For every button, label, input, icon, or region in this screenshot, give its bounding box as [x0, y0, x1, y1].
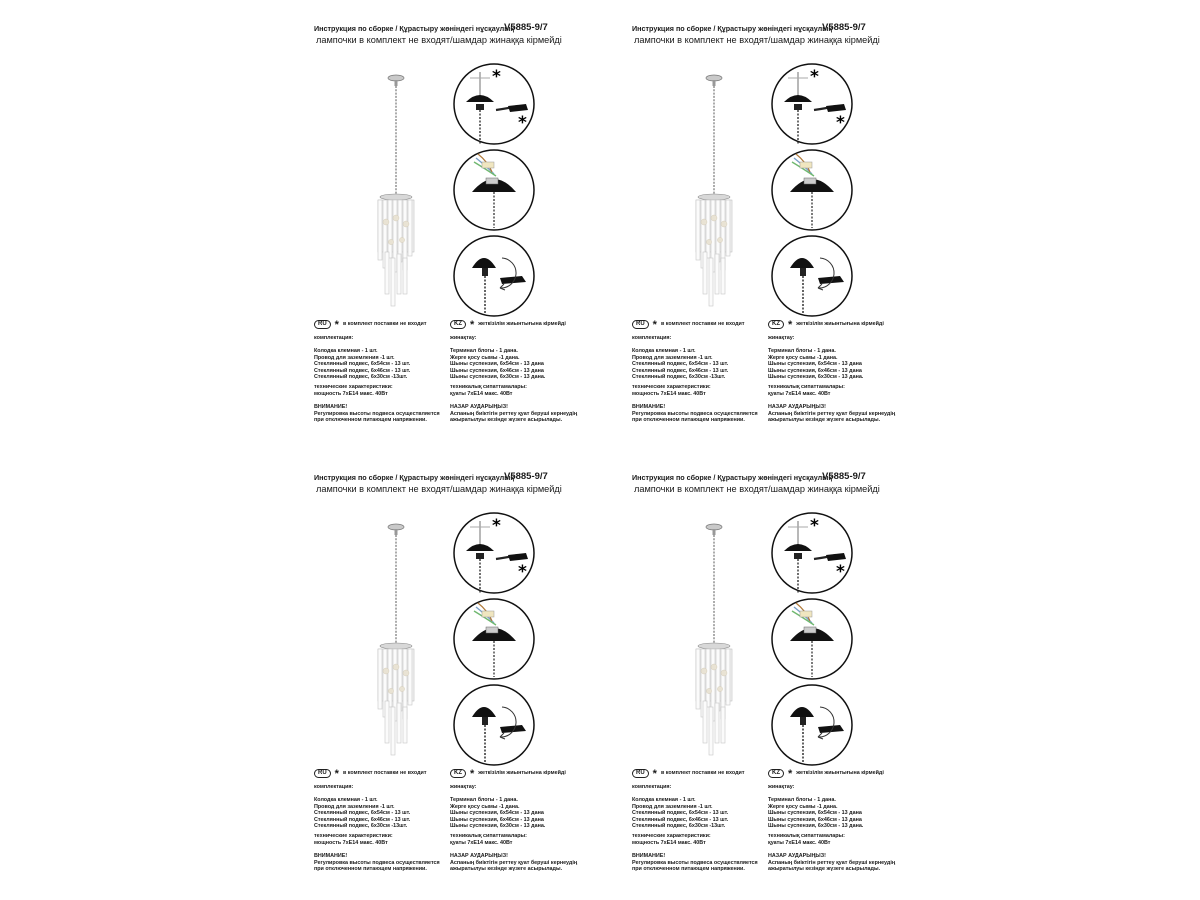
bulbs-note: лампочки в комплект не входят/шамдар жинаққа кірмейді: [316, 35, 562, 45]
warning-text: Регулировка высоты подвеса осуществляется: [314, 859, 440, 866]
kit-item: Шыны суспензия, 6х30см - 13 дана.: [768, 374, 864, 381]
lang-badge-kz: KZ: [768, 320, 784, 329]
wiring-detail-icon: [772, 150, 852, 230]
kit-item: Провод для заземления -1 шт.: [632, 354, 713, 361]
kit-item: Шыны суспензия, 6х30см - 13 дана.: [450, 823, 546, 830]
excluded-note: жеткізілім жиынтығына кірмейді: [796, 770, 884, 777]
kit-item: Стеклянный подвес, 6х54см - 13 шт.: [314, 361, 411, 368]
svg-text:*: *: [518, 562, 527, 582]
canopy-detail-icon: [772, 64, 852, 144]
warning-heading: ВНИМАНИЕ!: [632, 404, 666, 411]
kazakh-text-block: [450, 320, 600, 423]
bulbs-note: лампочки в комплект не входят/шамдар жинаққа кірмейді: [634, 484, 880, 494]
kit-heading: комплектация:: [314, 784, 354, 790]
russian-text-block: [632, 769, 764, 872]
wiring-detail-icon: [454, 150, 534, 230]
kazakh-text-block: [768, 320, 918, 423]
kit-item: Стеклянный подвес, 6х46см - 13 шт.: [632, 816, 729, 823]
assembly-steps: [452, 62, 558, 322]
warning-text: Аспаның биіктігін реттеу қуат беруші кернеудің: [450, 410, 578, 417]
kit-heading: жинақтау:: [450, 784, 477, 790]
warning-heading: НАЗАР АУДАРЫҢЫЗ!: [768, 404, 826, 411]
kit-item: Шыны суспензия, 6х46см - 13 дана: [768, 816, 862, 823]
russian-text-block: [314, 320, 446, 423]
svg-text:*: *: [836, 562, 845, 582]
warning-heading: НАЗАР АУДАРЫҢЫЗ!: [450, 404, 508, 411]
kit-item: Жерге қосу сымы -1 дана.: [768, 803, 838, 810]
warning-text: при отключенном питающем напряжении.: [632, 866, 745, 873]
instruction-sheet: [314, 473, 614, 893]
kit-item: Жерге қосу сымы -1 дана.: [768, 354, 838, 361]
kit-item: Шыны суспензия, 6х54см - 13 дана: [450, 361, 544, 368]
svg-text:*: *: [492, 516, 501, 536]
kit-heading: комплектация:: [632, 335, 672, 341]
spec-heading: технические характеристики:: [314, 384, 393, 391]
warning-text: Регулировка высоты подвеса осуществляется: [632, 859, 758, 866]
warning-heading: НАЗАР АУДАРЫҢЫЗ!: [768, 853, 826, 860]
canopy-detail-icon: [454, 64, 534, 144]
kit-item: Стеклянный подвес, 6х46см - 13 шт.: [632, 367, 729, 374]
kit-item: Шыны суспензия, 6х46см - 13 дана: [450, 816, 544, 823]
spec-value: қуаты 7хЕ14 макс. 40Вт: [450, 390, 513, 397]
asterisk-icon: *: [788, 318, 793, 331]
kit-item: Колодка клемная - 1 шт.: [632, 348, 696, 355]
wiring-detail-icon: [772, 599, 852, 679]
sheet-header: [314, 473, 614, 503]
spec-value: қуаты 7хЕ14 макс. 40Вт: [450, 839, 513, 846]
assembly-steps: [770, 62, 876, 322]
lang-badge-ru: RU: [632, 320, 649, 329]
screw-rotation-icon: [772, 236, 852, 316]
warning-text: Регулировка высоты подвеса осуществляется: [632, 410, 758, 417]
sheet-title: Инструкция по сборке / Құрастыру жөніндегі нұсқаулық: [314, 473, 514, 482]
kit-item: Шыны суспензия, 6х30см - 13 дана.: [450, 374, 546, 381]
model-number: V5885-9/7: [504, 22, 548, 33]
instruction-sheet: [314, 24, 614, 444]
warning-text: ажыратылуы кезінде жүзеге асырылады.: [450, 866, 563, 873]
russian-text-block: [632, 320, 764, 423]
spec-heading: технические характеристики:: [632, 833, 711, 840]
lang-badge-ru: RU: [314, 769, 331, 778]
kit-item: Терминал блогы - 1 дана.: [450, 797, 518, 804]
kit-item: Колодка клемная - 1 шт.: [314, 348, 378, 355]
kit-item: Провод для заземления -1 шт.: [632, 803, 713, 810]
kit-item: Шыны суспензия, 6х30см - 13 дана.: [768, 823, 864, 830]
warning-heading: НАЗАР АУДАРЫҢЫЗ!: [450, 853, 508, 860]
warning-text: Регулировка высоты подвеса осуществляется: [314, 410, 440, 417]
lang-badge-ru: RU: [314, 320, 331, 329]
spec-heading: техникалық сипаттамалары:: [768, 833, 845, 840]
chandelier-illustration: [674, 521, 754, 761]
excluded-note: в комплект поставки не входит: [342, 770, 427, 777]
excluded-note: жеткізілім жиынтығына кірмейді: [478, 321, 566, 328]
svg-text:*: *: [810, 516, 819, 536]
chandelier-illustration: [356, 521, 436, 761]
warning-text: при отключенном питающем напряжении.: [314, 417, 427, 424]
lang-badge-ru: RU: [632, 769, 649, 778]
sheet-title: Инструкция по сборке / Құрастыру жөніндегі нұсқаулық: [314, 24, 514, 33]
kit-item: Стеклянный подвес, 6х30см -13шт.: [632, 374, 726, 381]
warning-text: ажыратылуы кезінде жүзеге асырылады.: [450, 417, 563, 424]
asterisk-icon: *: [470, 767, 475, 780]
spec-value: мощность 7хЕ14 макс. 40Вт: [314, 390, 388, 397]
svg-text:*: *: [492, 67, 501, 87]
kit-heading: жинақтау:: [768, 784, 795, 790]
warning-text: при отключенном питающем напряжении.: [632, 417, 745, 424]
kit-item: Терминал блогы - 1 дана.: [768, 348, 836, 355]
kit-item: Стеклянный подвес, 6х54см - 13 шт.: [632, 361, 729, 368]
asterisk-icon: *: [788, 767, 793, 780]
warning-text: Аспаның биіктігін реттеу қуат беруші кернеудің: [768, 859, 896, 866]
model-number: V5885-9/7: [822, 22, 866, 33]
asterisk-icon: *: [652, 767, 657, 780]
sheet-header: [632, 24, 932, 54]
kit-item: Колодка клемная - 1 шт.: [314, 797, 378, 804]
kit-item: Шыны суспензия, 6х54см - 13 дана: [768, 810, 862, 817]
spec-value: қуаты 7хЕ14 макс. 40Вт: [768, 839, 831, 846]
screw-rotation-icon: [772, 685, 852, 765]
kit-item: Стеклянный подвес, 6х46см - 13 шт.: [314, 367, 411, 374]
kit-heading: жинақтау:: [450, 335, 477, 341]
warning-text: Аспаның биіктігін реттеу қуат беруші кернеудің: [450, 859, 578, 866]
screw-rotation-icon: [454, 236, 534, 316]
spec-heading: техникалық сипаттамалары:: [450, 384, 527, 391]
warning-text: при отключенном питающем напряжении.: [314, 866, 427, 873]
excluded-note: жеткізілім жиынтығына кірмейді: [796, 321, 884, 328]
svg-text:*: *: [810, 67, 819, 87]
excluded-note: жеткізілім жиынтығына кірмейді: [478, 770, 566, 777]
sheet-title: Инструкция по сборке / Құрастыру жөніндегі нұсқаулық: [632, 24, 832, 33]
model-number: V5885-9/7: [504, 471, 548, 482]
bulbs-note: лампочки в комплект не входят/шамдар жинаққа кірмейді: [634, 35, 880, 45]
kit-item: Шыны суспензия, 6х46см - 13 дана: [768, 367, 862, 374]
kit-item: Стеклянный подвес, 6х30см -13шт.: [314, 823, 408, 830]
spec-value: мощность 7хЕ14 макс. 40Вт: [314, 839, 388, 846]
asterisk-icon: *: [334, 767, 339, 780]
kit-item: Жерге қосу сымы -1 дана.: [450, 354, 520, 361]
asterisk-icon: *: [334, 318, 339, 331]
kit-heading: комплектация:: [632, 784, 672, 790]
kit-item: Шыны суспензия, 6х54см - 13 дана: [768, 361, 862, 368]
warning-text: ажыратылуы кезінде жүзеге асырылады.: [768, 866, 881, 873]
canopy-detail-icon: [454, 513, 534, 593]
kit-heading: комплектация:: [314, 335, 354, 341]
kit-item: Стеклянный подвес, 6х46см - 13 шт.: [314, 816, 411, 823]
kit-item: Стеклянный подвес, 6х30см -13шт.: [314, 374, 408, 381]
warning-text: ажыратылуы кезінде жүзеге асырылады.: [768, 417, 881, 424]
bulbs-note: лампочки в комплект не входят/шамдар жинаққа кірмейді: [316, 484, 562, 494]
kit-item: Провод для заземления -1 шт.: [314, 354, 395, 361]
sheet-header: [314, 24, 614, 54]
instruction-sheet: [632, 473, 932, 893]
svg-text:*: *: [836, 113, 845, 133]
model-number: V5885-9/7: [822, 471, 866, 482]
russian-text-block: [314, 769, 446, 872]
spec-heading: технические характеристики:: [314, 833, 393, 840]
warning-heading: ВНИМАНИЕ!: [314, 853, 348, 860]
wiring-detail-icon: [454, 599, 534, 679]
warning-text: Аспаның биіктігін реттеу қуат беруші кернеудің: [768, 410, 896, 417]
sheet-title: Инструкция по сборке / Құрастыру жөніндегі нұсқаулық: [632, 473, 832, 482]
kit-heading: жинақтау:: [768, 335, 795, 341]
kit-item: Стеклянный подвес, 6х30см -13шт.: [632, 823, 726, 830]
spec-value: қуаты 7хЕ14 макс. 40Вт: [768, 390, 831, 397]
kazakh-text-block: [768, 769, 918, 872]
asterisk-icon: *: [470, 318, 475, 331]
instruction-sheet: [632, 24, 932, 444]
lang-badge-kz: KZ: [768, 769, 784, 778]
svg-text:*: *: [518, 113, 527, 133]
excluded-note: в комплект поставки не входит: [660, 770, 745, 777]
assembly-steps: [452, 511, 558, 771]
kit-item: Стеклянный подвес, 6х54см - 13 шт.: [632, 810, 729, 817]
asterisk-icon: *: [652, 318, 657, 331]
kit-item: Терминал блогы - 1 дана.: [768, 797, 836, 804]
canopy-detail-icon: [772, 513, 852, 593]
kit-item: Провод для заземления -1 шт.: [314, 803, 395, 810]
warning-heading: ВНИМАНИЕ!: [314, 404, 348, 411]
kit-item: Жерге қосу сымы -1 дана.: [450, 803, 520, 810]
lang-badge-kz: KZ: [450, 769, 466, 778]
warning-heading: ВНИМАНИЕ!: [632, 853, 666, 860]
kit-item: Терминал блогы - 1 дана.: [450, 348, 518, 355]
lang-badge-kz: KZ: [450, 320, 466, 329]
spec-heading: техникалық сипаттамалары:: [768, 384, 845, 391]
spec-heading: технические характеристики:: [632, 384, 711, 391]
chandelier-illustration: [674, 72, 754, 312]
kazakh-text-block: [450, 769, 600, 872]
spec-value: мощность 7хЕ14 макс. 40Вт: [632, 839, 706, 846]
kit-item: Шыны суспензия, 6х46см - 13 дана: [450, 367, 544, 374]
excluded-note: в комплект поставки не входит: [660, 321, 745, 328]
kit-item: Колодка клемная - 1 шт.: [632, 797, 696, 804]
chandelier-illustration: [356, 72, 436, 312]
kit-item: Стеклянный подвес, 6х54см - 13 шт.: [314, 810, 411, 817]
excluded-note: в комплект поставки не входит: [342, 321, 427, 328]
assembly-steps: [770, 511, 876, 771]
sheet-header: [632, 473, 932, 503]
kit-item: Шыны суспензия, 6х54см - 13 дана: [450, 810, 544, 817]
screw-rotation-icon: [454, 685, 534, 765]
spec-heading: техникалық сипаттамалары:: [450, 833, 527, 840]
spec-value: мощность 7хЕ14 макс. 40Вт: [632, 390, 706, 397]
